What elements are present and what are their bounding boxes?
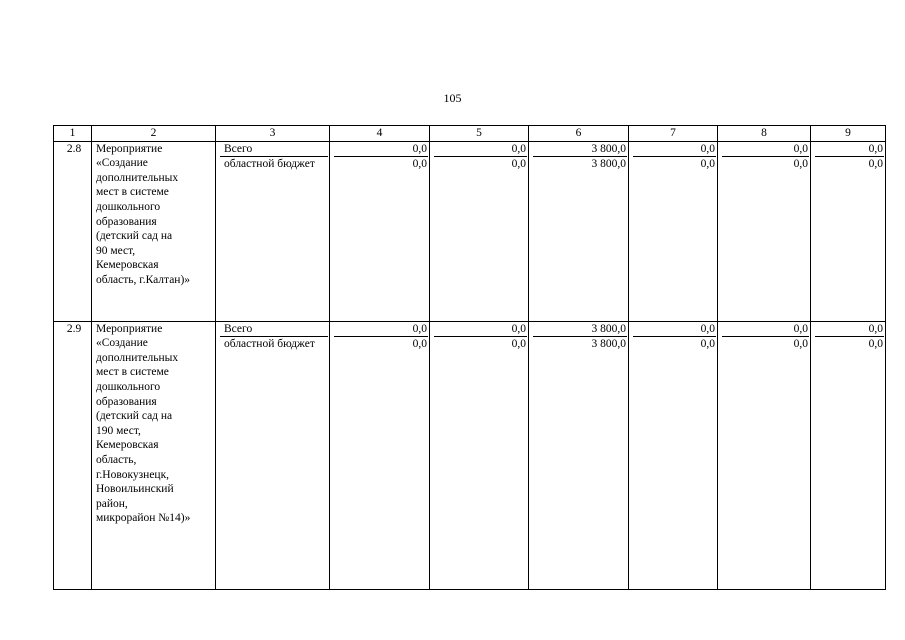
measure-name-line: Мероприятие — [96, 322, 163, 335]
measure-name-line: (детский сад на — [96, 410, 173, 423]
measure-name — [92, 321, 216, 589]
value-total: 0,0 — [722, 322, 809, 338]
header-row — [54, 126, 886, 142]
value-regional: 0,0 — [793, 338, 808, 351]
column-header: 8 — [718, 126, 811, 142]
column-header: 5 — [430, 126, 529, 142]
measure-name-line: образования — [96, 395, 157, 408]
measure-name-line: дошкольного — [96, 200, 161, 213]
value-cell — [811, 321, 886, 589]
value-cell — [811, 141, 886, 321]
value-total: 0,0 — [815, 142, 884, 158]
value-total: 3 800,0 — [533, 142, 627, 158]
measure-name-line: г.Новокузнецк, — [96, 468, 170, 481]
value-cell — [718, 321, 811, 589]
measure-name-line: дошкольного — [96, 380, 161, 393]
measure-name-line: Мероприятие — [96, 142, 163, 155]
funding-source-total: Всего — [220, 142, 328, 158]
value-cell — [629, 141, 718, 321]
value-regional: 3 800,0 — [591, 338, 626, 351]
measure-name-line: область, — [96, 453, 137, 466]
column-header: 4 — [330, 126, 430, 142]
measure-name-line: мест в системе — [96, 186, 169, 199]
value-regional: 0,0 — [868, 338, 883, 351]
value-total: 0,0 — [334, 142, 428, 158]
measure-name-line: «Создание — [96, 337, 148, 350]
value-regional: 0,0 — [511, 338, 526, 351]
value-regional: 0,0 — [700, 158, 715, 171]
value-regional: 0,0 — [700, 338, 715, 351]
value-cell — [718, 141, 811, 321]
measure-name-line: дополнительных — [96, 171, 179, 184]
measure-name-line: образования — [96, 215, 157, 228]
page-number: 105 — [443, 91, 462, 105]
funding-source-regional: областной бюджет — [224, 158, 315, 171]
value-cell — [330, 321, 430, 589]
value-total: 0,0 — [633, 142, 716, 158]
value-cell — [330, 141, 430, 321]
measure-name-line: Кемеровская — [96, 259, 159, 272]
funding-source-cell — [216, 321, 330, 589]
value-regional: 0,0 — [868, 158, 883, 171]
measure-name-line: дополнительных — [96, 351, 179, 364]
value-cell — [430, 141, 529, 321]
measure-name — [92, 141, 216, 321]
funding-source-total: Всего — [220, 322, 328, 338]
measure-name-line: микрорайон №14)» — [96, 512, 191, 525]
column-header: 9 — [811, 126, 886, 142]
value-regional: 3 800,0 — [591, 158, 626, 171]
value-total: 0,0 — [633, 322, 716, 338]
value-total: 0,0 — [334, 322, 428, 338]
table-row — [54, 321, 886, 589]
column-header: 6 — [529, 126, 629, 142]
value-cell — [529, 321, 629, 589]
measure-name-line: область, г.Калтан)» — [96, 273, 191, 286]
funding-source-regional: областной бюджет — [224, 338, 315, 351]
value-regional: 0,0 — [793, 158, 808, 171]
column-header: 3 — [216, 126, 330, 142]
value-total: 0,0 — [815, 322, 884, 338]
measure-name-line: Кемеровская — [96, 439, 159, 452]
measure-name-line: район, — [96, 497, 128, 510]
measure-name-line: мест в системе — [96, 366, 169, 379]
measure-name-line: (детский сад на — [96, 230, 173, 243]
row-number: 2.8 — [54, 141, 92, 321]
table-row — [54, 141, 886, 321]
value-total: 0,0 — [434, 322, 527, 338]
value-cell — [529, 141, 629, 321]
value-regional: 0,0 — [511, 158, 526, 171]
value-total: 0,0 — [722, 142, 809, 158]
measure-name-line: 90 мест, — [96, 244, 136, 257]
value-total: 3 800,0 — [533, 322, 627, 338]
value-regional: 0,0 — [412, 338, 427, 351]
column-header: 1 — [54, 126, 92, 142]
value-cell — [629, 321, 718, 589]
column-header: 7 — [629, 126, 718, 142]
budget-table — [53, 125, 886, 590]
funding-source-cell — [216, 141, 330, 321]
value-total: 0,0 — [434, 142, 527, 158]
measure-name-line: 190 мест, — [96, 424, 141, 437]
column-header: 2 — [92, 126, 216, 142]
measure-name-line: «Создание — [96, 157, 148, 170]
value-cell — [430, 321, 529, 589]
measure-name-line: Новоильинский — [96, 483, 174, 496]
row-number: 2.9 — [54, 321, 92, 589]
value-regional: 0,0 — [412, 158, 427, 171]
